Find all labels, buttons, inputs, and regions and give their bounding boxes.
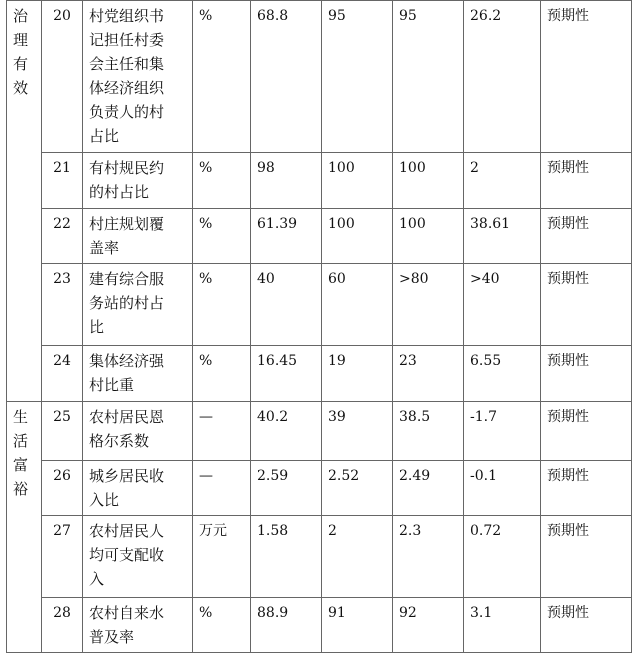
table-row bbox=[7, 209, 632, 264]
value-cell: 68.8 bbox=[251, 1, 322, 153]
table-row bbox=[7, 153, 632, 209]
value-cell: 23 bbox=[393, 346, 464, 402]
indicator-name: 农村居民人均可支配收入 bbox=[83, 516, 193, 598]
value-cell: 92 bbox=[393, 598, 464, 653]
row-number: 24 bbox=[42, 346, 83, 402]
indicator-name: 城乡居民收入比 bbox=[83, 461, 193, 516]
row-number: 20 bbox=[42, 1, 83, 153]
nature-cell: 预期性 bbox=[541, 264, 632, 346]
row-number: 25 bbox=[42, 402, 83, 461]
value-cell: 40.2 bbox=[251, 402, 322, 461]
indicator-name: 农村居民恩格尔系数 bbox=[83, 402, 193, 461]
change-cell: 6.55 bbox=[464, 346, 541, 402]
table-row bbox=[7, 516, 632, 598]
nature-cell: 预期性 bbox=[541, 153, 632, 209]
indicator-name: 有村规民约的村占比 bbox=[83, 153, 193, 209]
indicator-table bbox=[6, 0, 632, 653]
value-cell: 2 bbox=[322, 516, 393, 598]
value-cell: 40 bbox=[251, 264, 322, 346]
indicator-name: 农村自来水普及率 bbox=[83, 598, 193, 653]
value-cell: 60 bbox=[322, 264, 393, 346]
nature-cell: 预期性 bbox=[541, 461, 632, 516]
value-cell: 1.58 bbox=[251, 516, 322, 598]
row-number: 22 bbox=[42, 209, 83, 264]
table-row bbox=[7, 346, 632, 402]
change-cell: 0.72 bbox=[464, 516, 541, 598]
nature-cell: 预期性 bbox=[541, 402, 632, 461]
nature-cell: 预期性 bbox=[541, 346, 632, 402]
row-number: 26 bbox=[42, 461, 83, 516]
unit-cell: 万元 bbox=[193, 516, 251, 598]
change-cell: 38.61 bbox=[464, 209, 541, 264]
table-row bbox=[7, 402, 632, 461]
value-cell: 19 bbox=[322, 346, 393, 402]
change-cell: 26.2 bbox=[464, 1, 541, 153]
value-cell: 95 bbox=[393, 1, 464, 153]
value-cell: 2.59 bbox=[251, 461, 322, 516]
value-cell: 38.5 bbox=[393, 402, 464, 461]
unit-cell: — bbox=[193, 402, 251, 461]
indicator-name: 村庄规划覆盖率 bbox=[83, 209, 193, 264]
value-cell: 91 bbox=[322, 598, 393, 653]
value-cell: 88.9 bbox=[251, 598, 322, 653]
indicator-name: 村党组织书记担任村委会主任和集体经济组织负责人的村占比 bbox=[83, 1, 193, 153]
change-cell: 2 bbox=[464, 153, 541, 209]
table-row bbox=[7, 598, 632, 653]
value-cell: 2.3 bbox=[393, 516, 464, 598]
change-cell: -0.1 bbox=[464, 461, 541, 516]
row-number: 23 bbox=[42, 264, 83, 346]
indicator-name: 集体经济强村比重 bbox=[83, 346, 193, 402]
change-cell: 3.1 bbox=[464, 598, 541, 653]
category-cell-governance bbox=[7, 1, 42, 402]
value-cell: 95 bbox=[322, 1, 393, 153]
unit-cell: % bbox=[193, 153, 251, 209]
nature-cell: 预期性 bbox=[541, 1, 632, 153]
unit-cell: % bbox=[193, 209, 251, 264]
nature-cell: 预期性 bbox=[541, 598, 632, 653]
table-row bbox=[7, 461, 632, 516]
value-cell: 16.45 bbox=[251, 346, 322, 402]
unit-cell: % bbox=[193, 598, 251, 653]
table-row bbox=[7, 1, 632, 153]
indicator-name: 建有综合服务站的村占比 bbox=[83, 264, 193, 346]
value-cell: 2.49 bbox=[393, 461, 464, 516]
unit-cell: — bbox=[193, 461, 251, 516]
value-cell: 98 bbox=[251, 153, 322, 209]
value-cell: 39 bbox=[322, 402, 393, 461]
row-number: 28 bbox=[42, 598, 83, 653]
value-cell: 100 bbox=[322, 153, 393, 209]
row-number: 27 bbox=[42, 516, 83, 598]
change-cell: -1.7 bbox=[464, 402, 541, 461]
table-row bbox=[7, 264, 632, 346]
row-number: 21 bbox=[42, 153, 83, 209]
value-cell: 100 bbox=[393, 209, 464, 264]
nature-cell: 预期性 bbox=[541, 209, 632, 264]
unit-cell: % bbox=[193, 1, 251, 153]
change-cell: >40 bbox=[464, 264, 541, 346]
value-cell: 100 bbox=[322, 209, 393, 264]
value-cell: 61.39 bbox=[251, 209, 322, 264]
value-cell: >80 bbox=[393, 264, 464, 346]
value-cell: 2.52 bbox=[322, 461, 393, 516]
category-label: 生活富裕 bbox=[13, 408, 29, 498]
category-cell-living bbox=[7, 402, 42, 653]
category-label: 治理有效 bbox=[13, 7, 29, 97]
unit-cell: % bbox=[193, 346, 251, 402]
value-cell: 100 bbox=[393, 153, 464, 209]
unit-cell: % bbox=[193, 264, 251, 346]
nature-cell: 预期性 bbox=[541, 516, 632, 598]
